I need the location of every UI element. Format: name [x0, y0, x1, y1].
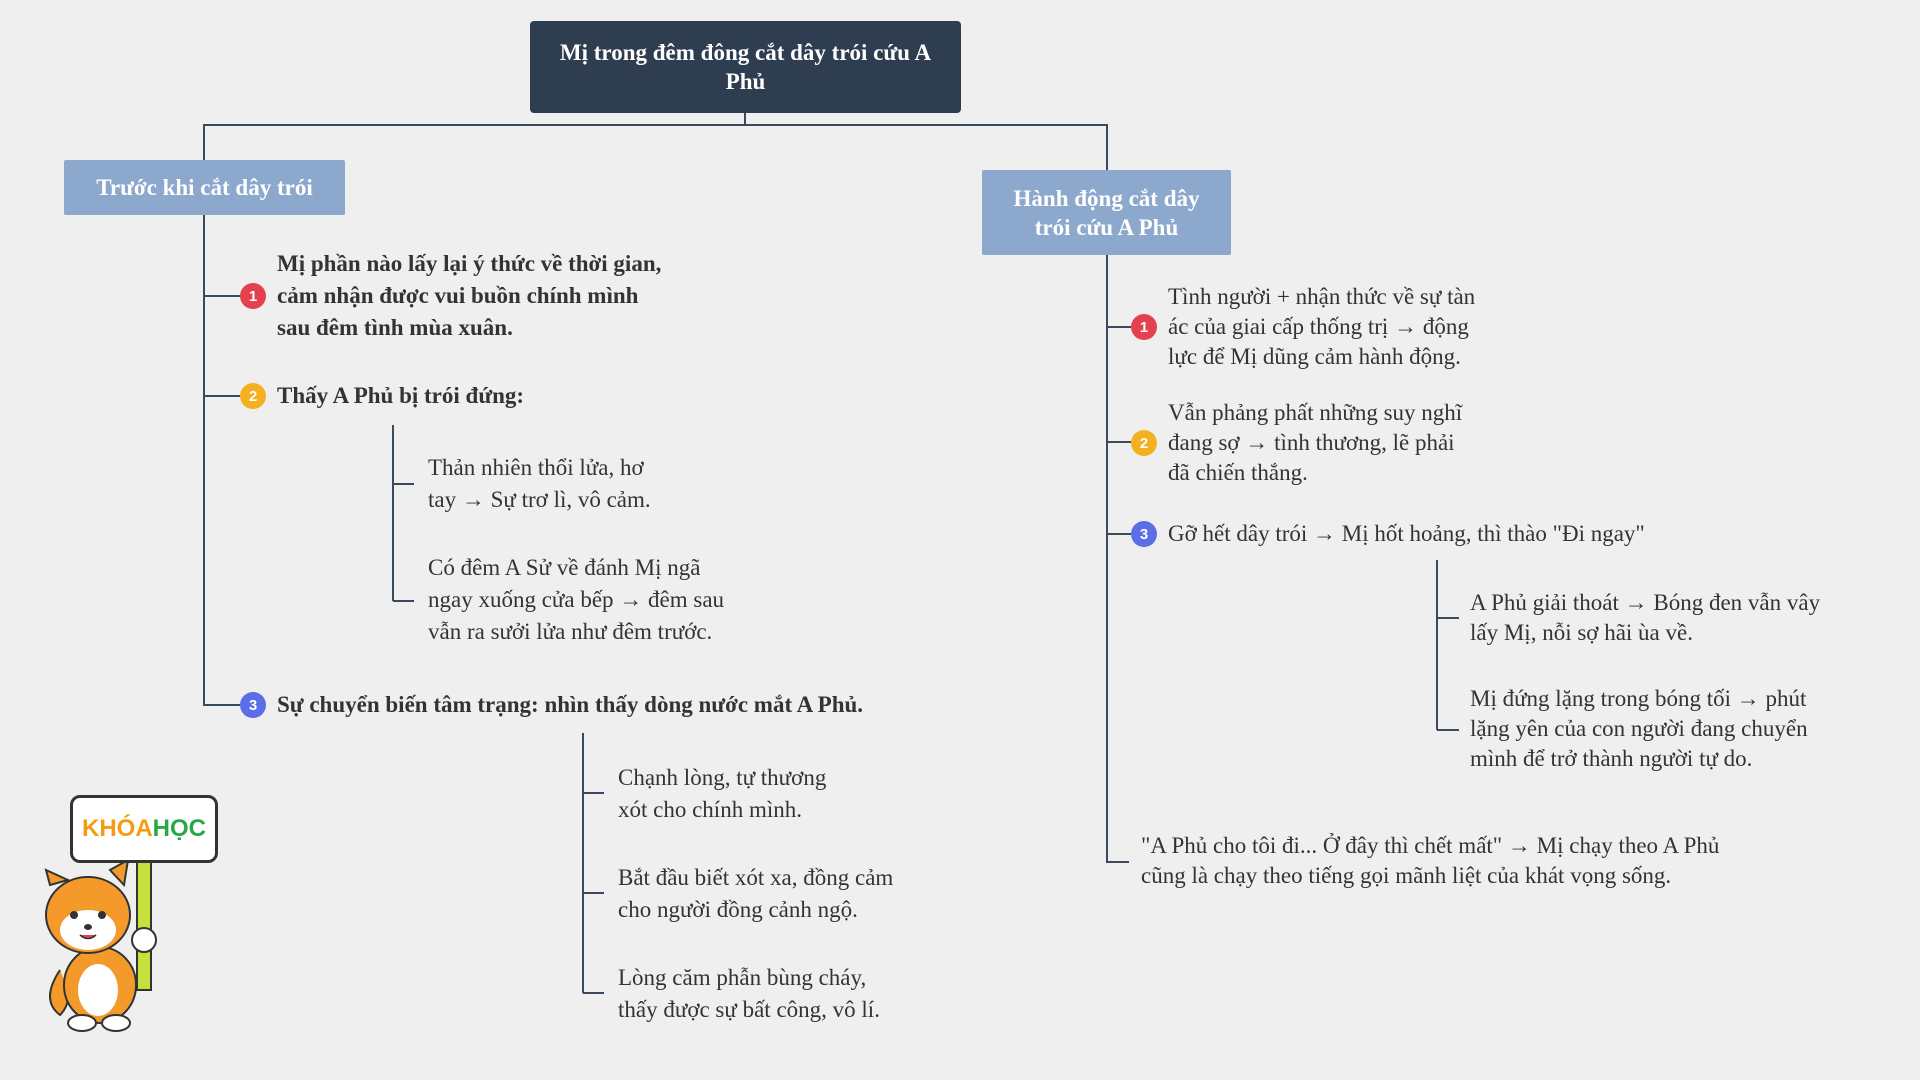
number-badge: 2: [240, 383, 266, 409]
right-item-3: [1131, 519, 1645, 549]
left-item-3-text: Sự chuyển biến tâm trạng: nhìn thấy dòng nước mắt A Phủ.: [277, 692, 864, 717]
branch-left: [64, 160, 345, 215]
root-node: [530, 21, 961, 113]
number-badge: 1: [240, 283, 266, 309]
number-badge: 1: [1131, 314, 1157, 340]
branch-left-title: Trước khi cắt dây trói: [96, 175, 313, 200]
logo-text-part2: HỌC: [152, 815, 206, 842]
left-item-2: [240, 380, 524, 412]
left-sub3-leaf-2: Bắt đầu biết xót xa, đồng cảm cho người đồng cảnh ngộ.: [618, 865, 894, 922]
number-badge: 3: [240, 692, 266, 718]
left-item-1-text: Mị phần nào lấy lại ý thức về thời gian, cảm nhận được vui buồn chính mình sau đêm tình mùa xuân.: [277, 251, 662, 340]
logo-text-part1: KHÓA: [81, 815, 153, 842]
number-badge: 3: [1131, 521, 1157, 547]
right-item-1: [1131, 282, 1475, 372]
left-sub2-leaf-2: Có đêm A Sử về đánh Mị ngã ngay xuống cửa bếp → đêm sau vẫn ra sưởi lửa như đêm trước.: [428, 555, 725, 644]
left-item-1: [240, 248, 661, 344]
right-item-2: [1131, 398, 1462, 488]
right-item-2-text: Vẫn phảng phất những suy nghĩ đang sợ → tình thương, lẽ phải đã chiến thắng.: [1168, 400, 1463, 485]
right-last-leaf: "A Phủ cho tôi đi... Ở đây thì chết mất" → Mị chạy theo A Phủ cũng là chạy theo tiếng gọi mãnh liệt của khát vọng sống.: [1141, 833, 1720, 888]
left-sub2-leaf-1: Thản nhiên thổi lửa, hơ tay → Sự trơ lì, vô cảm.: [428, 455, 651, 512]
logo: [40, 790, 230, 1040]
left-sub3-leaf-3: Lòng căm phẫn bùng cháy, thấy được sự bất công, vô lí.: [618, 965, 880, 1022]
left-item-2-text: Thấy A Phủ bị trói đứng:: [277, 383, 525, 408]
left-sub3-leaf-1: Chạnh lòng, tự thương xót cho chính mình.: [618, 765, 827, 822]
number-badge: 2: [1131, 430, 1157, 456]
logo-sign: [70, 795, 218, 863]
right-item-3-text: Gỡ hết dây trói → Mị hốt hoảng, thì thào "Đi ngay": [1168, 521, 1645, 546]
right-sub3-leaf-2: Mị đứng lặng trong bóng tối → phút lặng yên của con người đang chuyển mình để trở thành người tự do.: [1470, 686, 1808, 771]
branch-right: [982, 170, 1231, 255]
right-sub3-leaf-1: A Phủ giải thoát → Bóng đen vẫn vây lấy Mị, nỗi sợ hãi ùa về.: [1470, 590, 1821, 645]
left-item-3: [240, 689, 863, 721]
root-title: Mị trong đêm đông cắt dây trói cứu A Phủ: [559, 40, 932, 94]
branch-right-title: Hành động cắt dây trói cứu A Phủ: [1013, 185, 1200, 240]
right-item-1-text: Tình người + nhận thức về sự tàn ác của giai cấp thống trị → động lực để Mị dũng cảm hành động.: [1168, 284, 1476, 369]
